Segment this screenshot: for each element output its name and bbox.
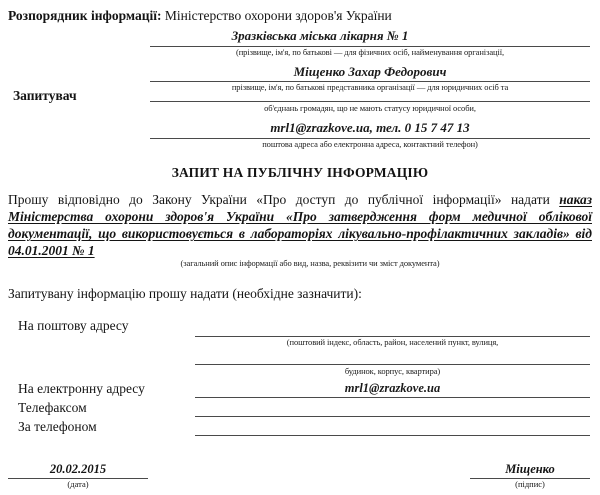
requester-contact-value[interactable]: mrl1@zrazkove.ua, тел. 0 15 7 47 13 bbox=[270, 120, 470, 135]
requester-representative-caption: прізвище, ім'я, по батькові представника організації — для юридичних осіб та bbox=[231, 82, 509, 92]
delivery-email-rule bbox=[195, 397, 590, 398]
requester-organization-value[interactable]: Зразківська міська лікарня № 1 bbox=[231, 28, 409, 43]
requester-representative-value[interactable]: Міщенко Захар Федорович bbox=[293, 64, 447, 79]
delivery-postal-rule-2 bbox=[195, 364, 590, 365]
delivery-instruction: Запитувану інформацію прошу надати (необхідне зазначити): bbox=[8, 286, 362, 301]
delivery-option-phone-label: За телефоном bbox=[18, 419, 97, 434]
delivery-option-email-label: На електронну адресу bbox=[18, 381, 145, 396]
footer-signature-caption: (підпис) bbox=[515, 479, 545, 489]
information-holder-label: Розпорядник інформації: bbox=[8, 8, 162, 23]
requester-contact-caption: поштова адреса або електронна адреса, контактний телефон) bbox=[262, 139, 478, 149]
delivery-option-email-value[interactable]: mrl1@zrazkove.ua bbox=[344, 381, 441, 395]
information-holder-value: Міністерство охорони здоров'я України bbox=[164, 8, 392, 23]
footer-date-value[interactable]: 20.02.2015 bbox=[49, 462, 107, 476]
requester-label: Запитувач bbox=[13, 88, 77, 103]
request-body bbox=[8, 191, 592, 259]
delivery-postal-caption-2: будинок, корпус, квартира) bbox=[344, 366, 441, 376]
footer-date-caption: (дата) bbox=[67, 479, 89, 489]
delivery-postal-caption-1: (поштовий індекс, область, район, населений пункт, вулиця, bbox=[286, 337, 499, 347]
delivery-fax-rule bbox=[195, 416, 590, 417]
request-subject-caption: (загальний опис інформації або вид, назва, реквізити чи зміст документа) bbox=[180, 258, 440, 268]
footer-signature-value[interactable]: Міщенко bbox=[505, 462, 555, 476]
delivery-option-postal-label: На поштову адресу bbox=[18, 318, 129, 333]
delivery-option-fax-label: Телефаксом bbox=[18, 400, 87, 415]
request-intro-text: Прошу відповідно до Закону України «Про доступ до публічної інформації» надати bbox=[8, 192, 550, 207]
information-holder-line bbox=[8, 8, 392, 24]
requester-association-rule bbox=[150, 101, 590, 102]
document-title: ЗАПИТ НА ПУБЛІЧНУ ІНФОРМАЦІЮ bbox=[171, 165, 429, 180]
request-subject-value[interactable]: наказ Міністерства охорони здоров'я України «Про затвердження форм медичної облікової документації, що використовується в лабораторіях лікувально-профілактичних закладів» від 04.01.2001 № 1 bbox=[8, 192, 593, 258]
delivery-phone-rule bbox=[195, 435, 590, 436]
requester-organization-caption: (прізвище, ім'я, по батькові — для фізичних осіб, найменування організації, bbox=[236, 47, 504, 57]
requester-association-caption: об'єднань громадян, що не мають статусу юридичної особи, bbox=[264, 103, 476, 113]
